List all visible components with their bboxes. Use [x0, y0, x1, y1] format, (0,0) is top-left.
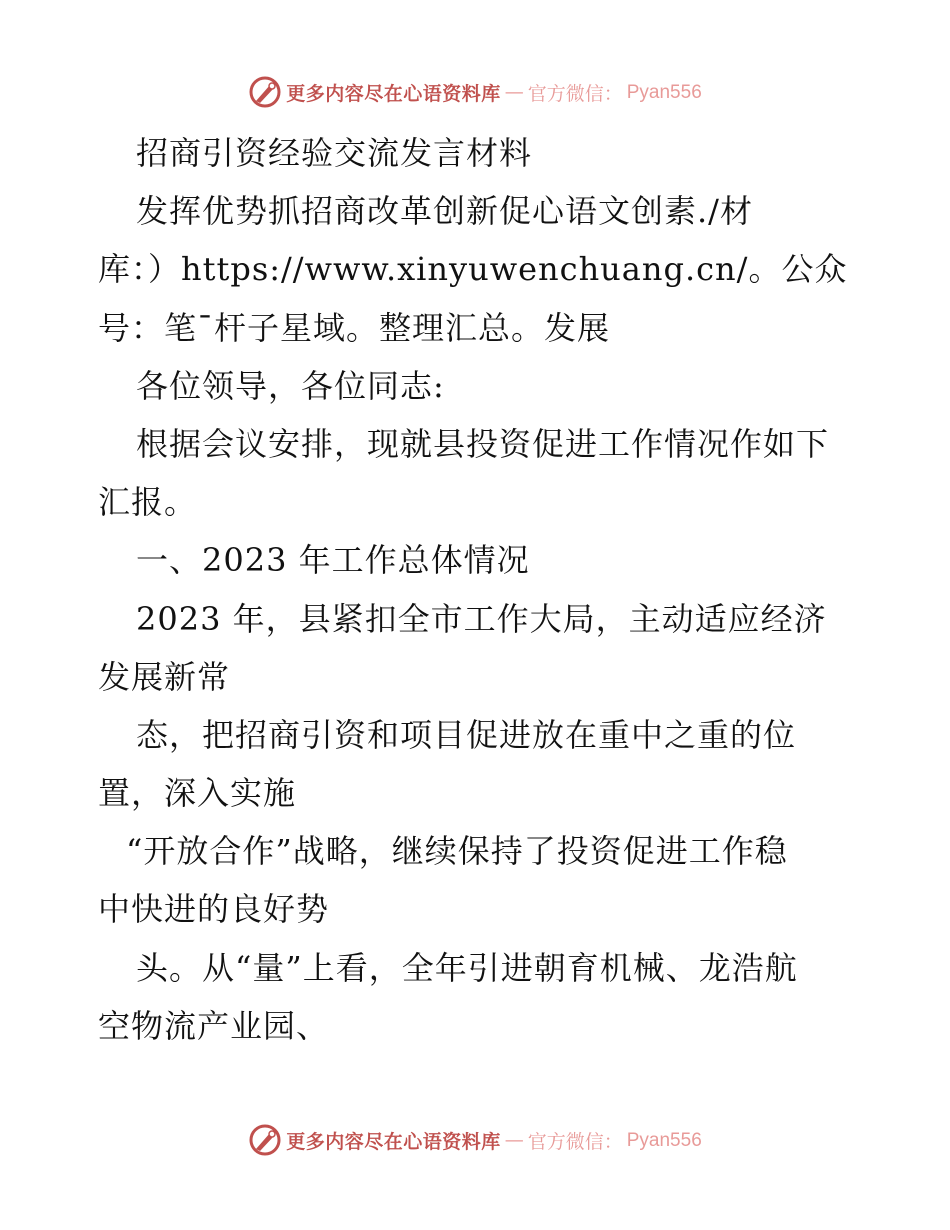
document-line: 中快进的良好势 [98, 890, 330, 929]
document-line: 库：）https://www.xinyuwenchuang.cn/。公众 [98, 250, 848, 289]
document-line: 发挥优势抓招商改革创新促心语文创素./材 [136, 192, 753, 231]
document-line: 发展新常 [98, 657, 231, 696]
document-line: 置，深入实施 [98, 774, 297, 813]
watermark-site-text: 更多内容尽在心语资料库 [286, 1130, 501, 1153]
document-line: 号：笔¯杆子星域。整理汇总。发展 [98, 308, 611, 347]
watermark-site-text: 更多内容尽在心语资料库 [286, 82, 501, 105]
watermark-wechat-label: 官方微信： [527, 82, 623, 105]
pen-seal-icon [248, 1123, 282, 1157]
document-line: 根据会议安排，现就县投资促进工作情况作如下 [136, 424, 830, 463]
document-line: 头。从“量”上看，全年引进朝育机械、龙浩航 [136, 948, 798, 987]
watermark-wechat-label: 官方微信： [527, 1130, 623, 1153]
document-line: 汇报。 [98, 483, 198, 522]
watermark-wechat-id: Pyan556 [626, 1129, 702, 1151]
watermark-banner-bottom [0, 1120, 950, 1160]
document-body [98, 124, 858, 1055]
document-line: 2023 年，县紧扣全市工作大局，主动适应经济 [136, 599, 827, 638]
watermark-dash: — [504, 1129, 524, 1151]
watermark-dash: — [504, 81, 524, 103]
document-line: “开放合作”战略，继续保持了投资促进工作稳 [126, 832, 788, 871]
watermark-banner-top [0, 72, 950, 112]
document-title: 招商引资经验交流发言材料 [136, 134, 533, 172]
watermark-wechat-id: Pyan556 [626, 81, 702, 103]
pen-seal-icon [248, 75, 282, 109]
document-line: 态，把招商引资和项目促进放在重中之重的位 [136, 715, 797, 754]
document-line: 空物流产业园、 [98, 1006, 330, 1045]
salutation: 各位领导，各位同志: [136, 366, 445, 405]
section-heading: 一、2023 年工作总体情况 [136, 541, 530, 580]
